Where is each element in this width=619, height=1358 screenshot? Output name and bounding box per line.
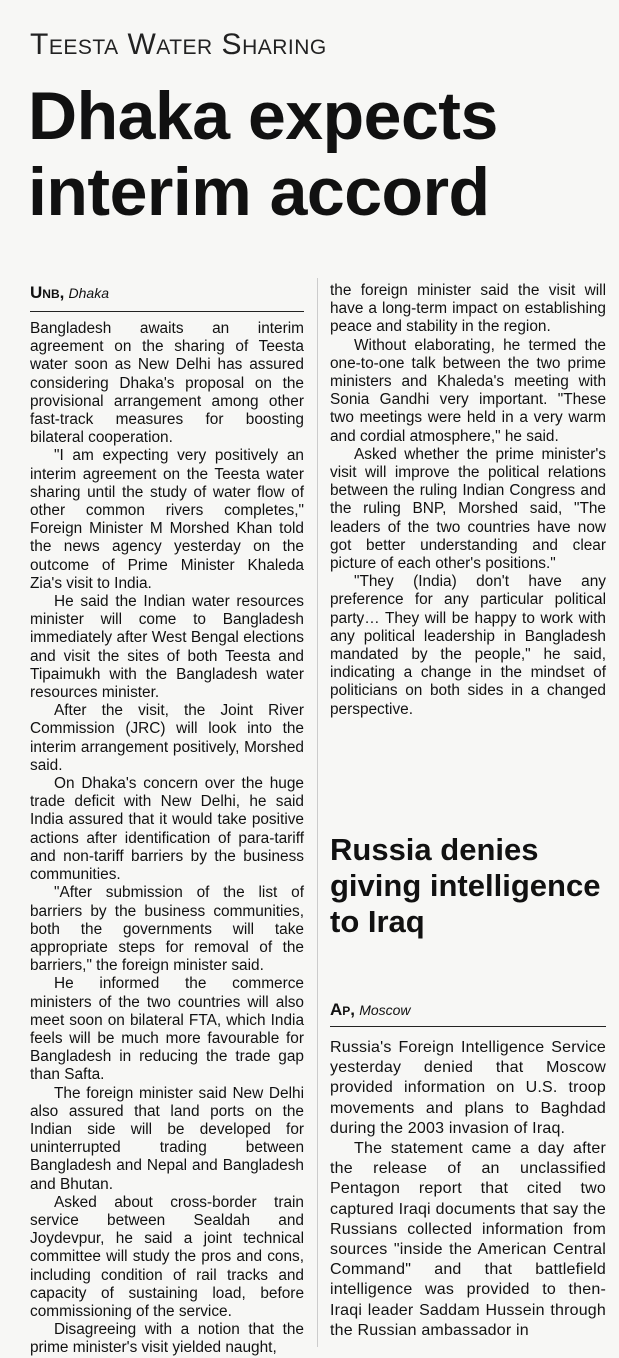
byline-place: Dhaka	[68, 285, 109, 301]
byline-agency: Ap,	[330, 1000, 356, 1019]
story1-paragraph: "After submission of the list of barriers by the business communities, both the governments will take appropriate steps for removal of the barriers," the foreign minister said.	[30, 884, 304, 975]
story1-paragraph: He said the Indian water resources minister will come to Bangladesh immediately after West Bengal elections and visit the sites of both Teesta and Tipaimukh with the Bangladesh water resources minister.	[30, 593, 304, 702]
story1-paragraph: On Dhaka's concern over the huge trade deficit with New Delhi, he said India assured that it would take positive actions after identification of para-tariff and non-tariff barriers by the business communities.	[30, 775, 304, 884]
byline-story2	[330, 1000, 606, 1027]
story1-column-left	[30, 320, 304, 1358]
main-headline: Dhaka expects interim accord	[28, 78, 498, 230]
story1-continuation-paragraph: Without elaborating, he termed the one-to-one talk between the two prime ministers and Khaleda's meeting with Sonia Gandhi very important. "These two meetings were held in a very warm and cordial atmosphere," he said.	[330, 336, 606, 445]
story1-continuation-paragraph: the foreign minister said the visit will have a long-term impact on establishing peace and stability in the region.	[330, 282, 606, 336]
story2-headline: Russia denies giving intelligence to Iraq	[330, 832, 601, 939]
story2-column	[330, 1038, 606, 1341]
story1-paragraph: Asked about cross-border train service between Sealdah and Joydevpur, he said a joint technical committee will study the pros and cons, including condition of rail tracks and capacity of sustaining load, before commissioning of the service.	[30, 1193, 304, 1320]
story1-paragraph: Disagreeing with a notion that the prime minister's visit yielded naught,	[30, 1321, 304, 1357]
byline-place: Moscow	[359, 1002, 411, 1018]
section-kicker: Teesta Water Sharing	[30, 28, 327, 61]
story2-paragraph: Russia's Foreign Intelligence Service yesterday denied that Moscow provided information on U.S. troop movements and plans to Baghdad during the 2003 invasion of Iraq.	[330, 1039, 606, 1137]
byline-agency: Unb,	[30, 283, 65, 302]
story1-continuation-paragraph: Asked whether the prime minister's visit will improve the political relations between the ruling Indian Congress and the ruling BNP, Morshed said, "The leaders of the two countries have now got better understanding and clear picture of each other's positions."	[330, 445, 606, 573]
story2-paragraph: The statement came a day after the release of an unclassified Pentagon report that cited two captured Iraqi documents that say the Russians collected information from sources "inside the American Central Command" and that battlefield intelligence was provided to then-Iraqi leader Saddam Hussein through the Russian ambassador in	[330, 1140, 606, 1339]
story1-paragraph: The foreign minister said New Delhi also assured that land ports on the Indian side will be developed for uninterrupted trading between Bangladesh and Nepal and Bangladesh and Bhutan.	[30, 1084, 304, 1193]
story1-column-right	[330, 282, 606, 719]
story1-paragraph: After the visit, the Joint River Commission (JRC) will look into the interim arrangement positively, Morshed said.	[30, 702, 304, 774]
story1-paragraph: Bangladesh awaits an interim agreement on the sharing of Teesta water soon as New Delhi has assured considering Dhaka's proposal on the provisional arrangement among other fast-track measures for boosting bilateral cooperation.	[30, 320, 304, 447]
column-rule	[317, 278, 318, 1347]
byline-story1	[30, 283, 304, 312]
story1-continuation-paragraph: "They (India) don't have any preference for any particular political party… They will be happy to work with any political leadership in Bangladesh mandated by the people," he said, indicating a change in the mindset of politicians on both sides in a changed perspective.	[330, 573, 606, 718]
story1-paragraph: He informed the commerce ministers of the two countries will also meet soon on bilateral FTA, which India feels will be much more favourable for Bangladesh in reducing the trade gap than Safta.	[30, 975, 304, 1084]
story1-paragraph: "I am expecting very positively an interim agreement on the Teesta water sharing until the study of water flow of other common rivers completes," Foreign Minister M Morshed Khan told the news agency yesterday on the outcome of Prime Minister Khaleda Zia's visit to India.	[30, 447, 304, 592]
